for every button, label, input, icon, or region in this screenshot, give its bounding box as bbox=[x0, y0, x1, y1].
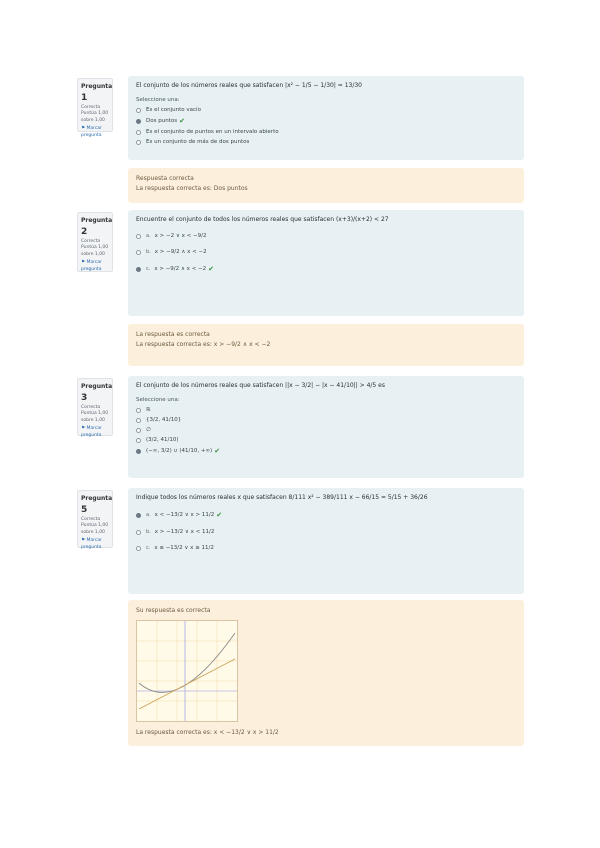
option-label: (−∞, 3/2) ∪ (41/10, +∞) bbox=[146, 448, 213, 454]
question-score: Puntúa 1,00 sobre 1,00 bbox=[81, 111, 109, 123]
radio-button[interactable] bbox=[136, 418, 141, 423]
answer-option[interactable] bbox=[136, 249, 516, 255]
question-3-info bbox=[77, 378, 113, 436]
question-text: Indique todos los números reales x que satisfacen 8/111 x² − 389/111 x − 66/15 = 5/15 + 36/26 bbox=[136, 494, 428, 501]
flag-icon: ⚑ bbox=[81, 538, 86, 544]
question-state: Correcta bbox=[81, 104, 101, 110]
question-score: Puntúa 1,00 sobre 1,00 bbox=[81, 523, 109, 535]
option-label: x > −13/2 ∨ x < 11/2 bbox=[154, 529, 215, 535]
answer-option[interactable] bbox=[136, 529, 516, 535]
answer-option[interactable] bbox=[136, 427, 516, 433]
answer-option[interactable] bbox=[136, 107, 516, 113]
question-state: Correcta bbox=[81, 516, 101, 522]
option-letter: b. bbox=[146, 529, 151, 535]
option-label: x > −9/2 ∧ x < −2 bbox=[154, 249, 207, 255]
flag-icon: ⚑ bbox=[81, 260, 86, 266]
answer-option[interactable] bbox=[136, 447, 516, 455]
question-number: Pregunta 2 bbox=[81, 217, 113, 237]
question-5-info bbox=[77, 490, 113, 548]
question-number: Pregunta 1 bbox=[81, 83, 113, 103]
answer-option[interactable] bbox=[136, 437, 516, 443]
option-letter: a. bbox=[146, 512, 151, 518]
option-letter: b. bbox=[146, 249, 151, 255]
question-text: Encuentre el conjunto de todos los números reales que satisfacen (x+3)/(x+2) < 27 bbox=[136, 216, 389, 223]
option-label: {3/2, 41/10} bbox=[146, 417, 182, 423]
feedback-correct-answer: La respuesta correcta es: x > −9/2 ∧ x < −2 bbox=[136, 341, 271, 349]
question-3-panel bbox=[128, 376, 524, 478]
question-text: El conjunto de los números reales que satisfacen ||x − 3/2| − |x − 41/10|| > 4/5 es bbox=[136, 382, 385, 389]
question-5-feedback bbox=[128, 600, 524, 746]
question-score: Puntúa 1,00 sobre 1,00 bbox=[81, 411, 109, 423]
question-1-feedback bbox=[128, 168, 524, 203]
option-label: x < −13/2 ∨ x > 11/2 bbox=[154, 512, 215, 518]
select-prompt: Seleccione una: bbox=[136, 397, 180, 403]
check-icon: ✔ bbox=[214, 447, 221, 455]
option-label: x > −9/2 ∧ x < −2 bbox=[154, 266, 207, 272]
feedback-correct-answer: La respuesta correcta es: x < −13/2 ∨ x > 11/2 bbox=[136, 729, 279, 737]
check-icon: ✔ bbox=[179, 117, 185, 125]
radio-button[interactable] bbox=[136, 513, 141, 518]
feedback-correct-answer: La respuesta correcta es: Dos puntos bbox=[136, 185, 248, 193]
question-2-feedback bbox=[128, 324, 524, 366]
answer-option[interactable] bbox=[136, 117, 516, 125]
feedback-result: Respuesta correcta bbox=[136, 175, 194, 182]
option-letter: c. bbox=[146, 266, 151, 272]
radio-button[interactable] bbox=[136, 408, 141, 413]
option-letter: c. bbox=[146, 545, 151, 551]
option-label: Es el conjunto de puntos en un intervalo abierto bbox=[146, 129, 279, 135]
question-1-info bbox=[77, 78, 113, 138]
flag-question-link[interactable]: ⚑ Marcar pregunta bbox=[81, 538, 102, 550]
radio-button[interactable] bbox=[136, 108, 141, 113]
radio-button[interactable] bbox=[136, 428, 141, 433]
radio-button[interactable] bbox=[136, 234, 141, 239]
answer-option[interactable] bbox=[136, 265, 516, 273]
option-label: ∅ bbox=[146, 427, 151, 433]
answer-option[interactable] bbox=[136, 417, 516, 423]
radio-button[interactable] bbox=[136, 438, 141, 443]
answer-option[interactable] bbox=[136, 407, 516, 413]
check-icon: ✔ bbox=[208, 265, 215, 273]
feedback-result: La respuesta es correcta bbox=[136, 331, 210, 338]
radio-button[interactable] bbox=[136, 130, 141, 135]
radio-button[interactable] bbox=[136, 530, 141, 535]
option-label: x ≤ −13/2 ∨ x ≥ 11/2 bbox=[154, 545, 214, 551]
radio-button[interactable] bbox=[136, 267, 141, 272]
feedback-result: Su respuesta es correcta bbox=[136, 607, 211, 614]
question-2-info bbox=[77, 212, 113, 272]
check-icon: ✔ bbox=[216, 511, 223, 519]
question-score: Puntúa 1,00 sobre 1,00 bbox=[81, 245, 109, 257]
option-label: ℝ bbox=[146, 407, 151, 413]
radio-button[interactable] bbox=[136, 546, 141, 551]
option-label: x > −2 ∨ x < −9/2 bbox=[154, 233, 207, 239]
radio-button[interactable] bbox=[136, 449, 141, 454]
option-label: Es el conjunto vacío bbox=[146, 107, 201, 113]
flag-icon: ⚑ bbox=[81, 426, 86, 432]
question-number: Pregunta 5 bbox=[81, 495, 113, 515]
radio-button[interactable] bbox=[136, 140, 141, 145]
answer-option[interactable] bbox=[136, 545, 516, 551]
question-state: Correcta bbox=[81, 404, 101, 410]
radio-button[interactable] bbox=[136, 250, 141, 255]
question-5-panel bbox=[128, 488, 524, 594]
flag-icon: ⚑ bbox=[81, 126, 86, 132]
option-label: (3/2, 41/10) bbox=[146, 437, 179, 443]
answer-option[interactable] bbox=[136, 511, 516, 519]
option-label: Es un conjunto de más de dos puntos bbox=[146, 139, 250, 145]
flag-question-link[interactable]: ⚑ Marcar pregunta bbox=[81, 126, 102, 138]
option-letter: a. bbox=[146, 233, 151, 239]
question-text: El conjunto de los números reales que satisfacen |x² − 1/5 − 1/30| = 13/30 bbox=[136, 82, 362, 89]
question-1-panel bbox=[128, 76, 524, 160]
answer-option[interactable] bbox=[136, 139, 516, 145]
answer-option[interactable] bbox=[136, 129, 516, 135]
solution-graph bbox=[136, 620, 238, 722]
question-state: Correcta bbox=[81, 238, 101, 244]
select-prompt: Seleccione una: bbox=[136, 97, 180, 103]
question-2-panel bbox=[128, 210, 524, 316]
option-label: Dos puntos bbox=[146, 118, 178, 124]
answer-option[interactable] bbox=[136, 233, 516, 239]
question-number: Pregunta 3 bbox=[81, 383, 113, 403]
radio-button[interactable] bbox=[136, 119, 141, 124]
flag-question-link[interactable]: ⚑ Marcar pregunta bbox=[81, 260, 102, 272]
flag-question-link[interactable]: ⚑ Marcar pregunta bbox=[81, 426, 102, 438]
